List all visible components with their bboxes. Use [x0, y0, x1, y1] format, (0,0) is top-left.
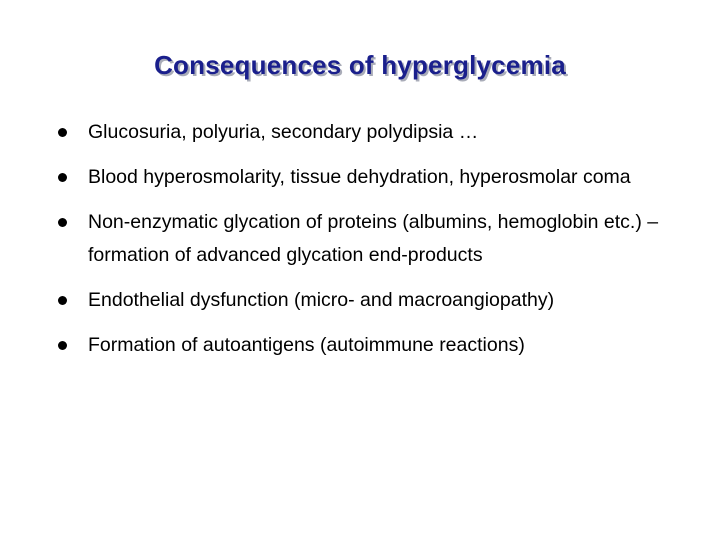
- bullet-text: Formation of autoantigens (autoimmune reactions): [88, 334, 525, 356]
- bullet-item: [58, 284, 698, 317]
- bullet-text: Glucosuria, polyuria, secondary polydipsia …: [88, 121, 479, 143]
- slide-title: Consequences of hyperglycemia: [154, 50, 566, 80]
- bullet-dot-icon: [58, 341, 67, 350]
- bullet-dot-icon: [58, 173, 67, 182]
- bullet-dot-icon: [58, 128, 67, 137]
- bullet-text: Endothelial dysfunction (micro- and macroangiopathy): [88, 289, 555, 311]
- bullet-item: [58, 206, 698, 272]
- bullet-dot-icon: [58, 296, 67, 305]
- bullet-text: Blood hyperosmolarity, tissue dehydration, hyperosmolar coma: [88, 166, 631, 188]
- bullet-item: [58, 116, 698, 149]
- bullet-item: [58, 329, 698, 362]
- bullet-dot-icon: [58, 218, 67, 227]
- bullet-text: Non-enzymatic glycation of proteins (albumins, hemoglobin etc.) – formation of advanced glycation end-products: [88, 211, 659, 266]
- bullet-item: [58, 161, 698, 194]
- bullet-list: [58, 116, 698, 374]
